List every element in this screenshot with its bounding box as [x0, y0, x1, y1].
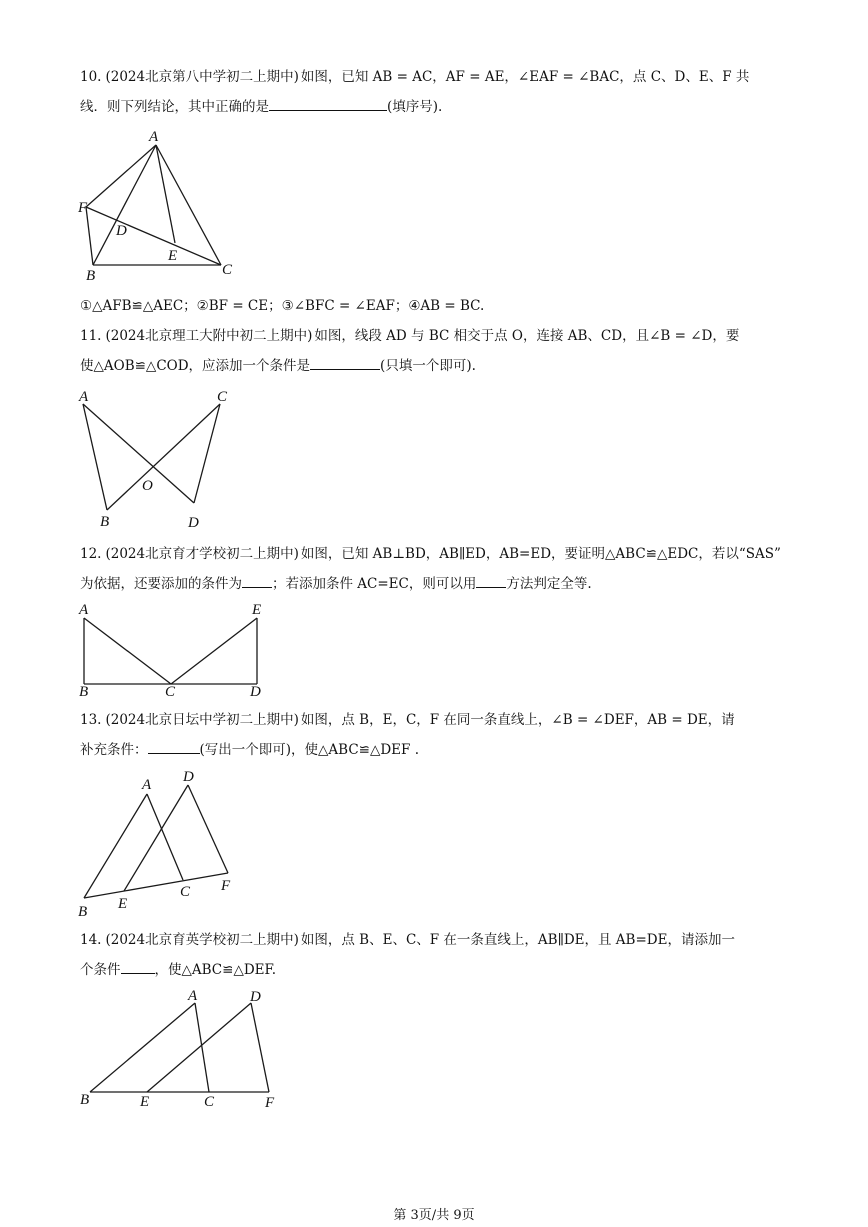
question-text: 线．则下列结论，其中正确的是	[80, 99, 269, 115]
answer-blank[interactable]	[121, 957, 155, 974]
question-14-line-1	[80, 925, 792, 955]
question-10-line-2	[80, 92, 792, 122]
answer-blank[interactable]	[148, 737, 200, 754]
figure-14	[76, 986, 286, 1112]
point-label-B: B	[80, 1092, 90, 1108]
segment-ED	[124, 785, 188, 891]
question-13-line-2	[80, 735, 792, 765]
segment-AD	[83, 404, 194, 503]
point-label-D: D	[183, 769, 194, 785]
question-number: 11.	[80, 328, 102, 344]
point-label-A: A	[188, 988, 198, 1004]
question-12	[80, 539, 792, 599]
segment-DF	[251, 1003, 269, 1092]
point-label-D: D	[250, 989, 261, 1005]
segment-FC	[86, 207, 221, 265]
question-14-line-2	[80, 955, 792, 985]
question-text: 如图，线段 AD 与 BC 相交于点 O，连接 AB、CD，且∠B = ∠D，要	[314, 328, 740, 344]
answer-blank[interactable]	[269, 94, 387, 111]
question-text: 补充条件：	[80, 742, 148, 758]
question-text: (写出一个即可)，使△ABC≌△DEF .	[199, 742, 419, 758]
page-footer: 第 3页/共 9页	[393, 1208, 475, 1223]
point-label-C: C	[222, 262, 233, 278]
point-label-C: C	[180, 884, 191, 900]
question-text: 如图，已知 AB = AC，AF = AE，∠EAF = ∠BAC，点 C、D、E、F 共	[300, 69, 750, 85]
point-label-D: D	[116, 223, 127, 239]
point-label-F: F	[265, 1095, 275, 1111]
question-text: ，使△ABC≌△DEF.	[154, 962, 277, 978]
question-source: (2024北京第八中学初二上期中)	[105, 69, 299, 85]
question-number: 12.	[80, 546, 102, 562]
question-number: 14.	[80, 932, 102, 948]
figure-10	[76, 128, 246, 283]
answer-blank[interactable]	[242, 571, 272, 588]
question-source: (2024北京育才学校初二上期中)	[105, 546, 299, 562]
point-label-D: D	[188, 515, 199, 531]
question-text: 如图，已知 AB⊥BD，AB∥ED，AB=ED，要证明△ABC≌△EDC，若以“SAS”	[300, 546, 781, 562]
question-source: (2024北京日坛中学初二上期中)	[105, 712, 299, 728]
segment-CB	[107, 404, 220, 510]
segment-AF	[86, 145, 156, 207]
point-label-E: E	[252, 602, 262, 618]
point-label-F: F	[78, 200, 88, 216]
point-label-B: B	[100, 514, 110, 530]
point-label-D: D	[250, 684, 261, 700]
answer-blank[interactable]	[310, 353, 380, 370]
segment-EC	[171, 618, 257, 684]
point-label-C: C	[204, 1094, 215, 1110]
segment-ED	[147, 1003, 251, 1092]
point-label-O: O	[142, 478, 153, 494]
point-label-B: B	[78, 904, 88, 920]
question-text: 如图，点 B，E，C，F 在同一条直线上，∠B = ∠DEF，AB = DE，请	[300, 712, 735, 728]
point-label-E: E	[118, 896, 128, 912]
segment-AB	[83, 404, 107, 510]
question-13	[80, 705, 792, 765]
point-label-E: E	[168, 248, 178, 264]
segment-AC	[147, 794, 183, 880]
segment-BA	[84, 794, 147, 898]
question-source: (2024北京育英学校初二上期中)	[105, 932, 299, 948]
question-text: (只填一个即可).	[380, 358, 476, 374]
point-label-B: B	[79, 684, 89, 700]
question-text: 方法判定全等.	[506, 576, 592, 592]
question-text: 使△AOB≌△COD，应添加一个条件是	[80, 358, 311, 374]
question-text: 如图，点 B、E、C、F 在一条直线上，AB∥DE，且 AB=DE，请添加一	[300, 932, 735, 948]
segment-AC	[156, 145, 221, 265]
question-10-line-1	[80, 62, 792, 92]
question-source: (2024北京理工大附中初二上期中)	[105, 328, 313, 344]
question-number: 10.	[80, 69, 102, 85]
question-number: 13.	[80, 712, 102, 728]
point-label-A: A	[149, 129, 159, 145]
point-label-C: C	[165, 684, 176, 700]
segment-AC	[195, 1003, 209, 1092]
question-12-line-2	[80, 569, 792, 599]
segment-CD	[194, 404, 220, 503]
segment-DF	[188, 785, 228, 873]
question-10-options: ①△AFB≌△AEC；②BF = CE；③∠BFC = ∠EAF；④AB = BC.	[80, 298, 485, 314]
question-11-line-1	[80, 321, 792, 351]
point-label-A: A	[79, 389, 89, 405]
figure-11	[76, 386, 246, 534]
question-text: ；若添加条件 AC=EC，则可以用	[272, 576, 477, 592]
figure-12	[76, 600, 276, 700]
segment-BF	[84, 873, 228, 898]
question-text: (填序号).	[387, 99, 443, 115]
segment-AE	[156, 145, 175, 243]
question-text: 为依据，还要添加的条件为	[80, 576, 242, 592]
question-text: 个条件	[80, 962, 121, 978]
question-13-line-1	[80, 705, 792, 735]
segment-BA	[90, 1003, 195, 1092]
point-label-B: B	[86, 268, 96, 284]
figure-13	[76, 766, 256, 921]
point-label-A: A	[79, 602, 89, 618]
segment-AB	[93, 145, 156, 265]
segment-AC	[84, 618, 171, 684]
question-12-line-1	[80, 539, 792, 569]
question-14	[80, 925, 792, 985]
point-label-A: A	[142, 777, 152, 793]
question-11	[80, 321, 792, 381]
point-label-C: C	[217, 389, 228, 405]
answer-blank[interactable]	[476, 571, 506, 588]
point-label-E: E	[140, 1094, 150, 1110]
question-10	[80, 62, 792, 122]
point-label-F: F	[221, 878, 231, 894]
question-11-line-2	[80, 351, 792, 381]
